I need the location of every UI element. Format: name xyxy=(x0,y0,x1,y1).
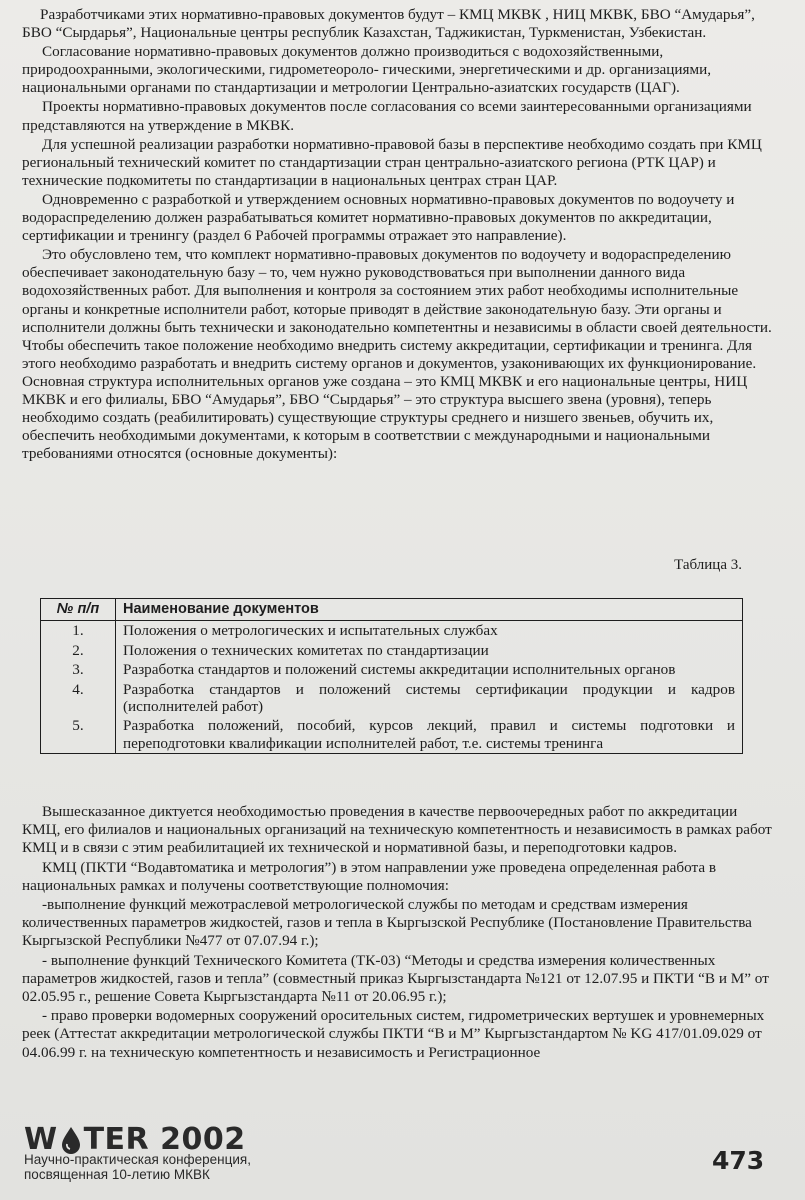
paragraph: Разработчиками этих нормативно-правовых документов будут – КМЦ МКВК , НИЦ МКВК, БВО “Амударья”, БВО “Сырдарья”, Национальные центры республик Казахстан, Таджикистан, Туркменистан, Узбекистан. xyxy=(22,6,755,42)
subtitle-line: Научно-практическая конференция, xyxy=(24,1152,251,1167)
subtitle-line: посвященная 10-летию МКВК xyxy=(24,1167,210,1182)
paragraph: Проекты нормативно-правовых документов после согласования со всеми заинтересованными организациями представляются на утверждение в МКВК. xyxy=(22,98,752,134)
water-drop-icon xyxy=(60,1126,82,1154)
row-document-name: Положения о метрологических и испытательных службах xyxy=(116,621,743,641)
body-text-top xyxy=(22,6,774,464)
documents-table xyxy=(40,598,743,754)
table-row xyxy=(41,680,743,717)
paragraph: -выполнение функций межотраслевой метрологической службы по методам и средствам измерения количественных параметров жидкостей, газов и тепла в Кыргызской Республике (Постановление Правительства Кыргызской Республики №477 от 07.07.94 г.); xyxy=(22,896,752,950)
table-row xyxy=(41,621,743,641)
row-document-name: Разработка стандартов и положений системы аккредитации исполнительных органов xyxy=(116,660,743,679)
paragraph: КМЦ (ПКТИ “Водавтоматика и метрология”) в этом направлении уже проведена определенная работа в национальных рамках и получены соответствующие полномочия: xyxy=(22,858,717,894)
paragraph: Это обусловлено тем, что комплект нормативно-правовых документов по водоучету и водораспределению обеспечивает законодательную базу – то, чем нужно руководствоваться при выполнении данного вида водохозяйственных работ. Для выполнения и контроля за состоянием этих работ необходимы исполнительные органы и конкретные исполнители работ, которые приводят в действие законодательную базу. Эти органы и исполнители должны быть технически и законодательно компетентны и независимы в области своей деятельности. Чтобы обеспечить такое положение необходимо внедрить систему аккредитации, сертификации и тренинга. Для этого необходимо разработать и внедрить систему органов и документов, узаконивающих их функционирование. Основная структура исполнительных органов уже создана – это КМЦ МКВК и его национальные центры, НИЦ МКВК и его филиалы, БВО “Амударья”, БВО “Сырдарья” – это структура высшего звена (уровня), теперь необходимо создать (реабилитировать) существующие структуры среднего и низшего звеньев, обучить их, обеспечить необходимыми документами, к которым в соответствии с международными и национальными требованиями относятся (основные документы): xyxy=(22,246,772,463)
row-number: 4. xyxy=(41,680,116,717)
logo-text: TER 2002 xyxy=(83,1122,246,1157)
table-row xyxy=(41,641,743,660)
paragraph: - право проверки водомерных сооружений оросительных систем, гидрометрических вертушек и уровнемерных реек (Аттестат аккредитации метрологической службы ПКТИ “В и М” Кыргызстандартом № KG 417/01.09.029 от 04.06.99 г. на техническую компетентность и независимость и Регистрационное xyxy=(22,1007,765,1061)
conference-subtitle xyxy=(24,1152,384,1182)
table-caption: Таблица 3. xyxy=(674,557,742,573)
row-document-name: Положения о технических комитетах по стандартизации xyxy=(116,641,743,660)
logo-letter-w: W xyxy=(24,1122,58,1157)
row-number: 5. xyxy=(41,716,116,753)
row-document-name: Разработка положений, пособий, курсов лекций, правил и системы подготовки и переподготовки квалификации исполнителей работ, т.е. системы тренинга xyxy=(116,716,743,753)
row-number: 1. xyxy=(41,621,116,641)
row-document-name: Разработка стандартов и положений системы сертификации продукции и кадров (исполнителей работ) xyxy=(116,680,743,717)
body-text-bottom xyxy=(22,803,774,1063)
paragraph: Одновременно с разработкой и утверждением основных нормативно-правовых документов по водоучету и водораспределению должен разрабатываться комитет нормативно-правовых документов по аккредитации, сертификации и тренингу (раздел 6 Рабочей программы отражает это направление). xyxy=(22,190,735,245)
table-row xyxy=(41,660,743,679)
table-header-row xyxy=(41,599,743,621)
page-number: 473 xyxy=(712,1146,765,1175)
table-row xyxy=(41,716,743,753)
row-number: 3. xyxy=(41,660,116,679)
row-number: 2. xyxy=(41,641,116,660)
paragraph: Вышесказанное диктуется необходимостью проведения в качестве первоочередных работ по аккредитации КМЦ, его филиалов и национальных организаций на техническую компетентность и независимость в рамках работ КМЦ и в связи с этим реабилитацией их технической и нормативной базы, и переподготовки кадров. xyxy=(22,803,772,857)
column-header-name: Наименование документов xyxy=(116,599,743,621)
paragraph: Для успешной реализации разработки нормативно-правовой базы в перспективе необходимо создать при КМЦ региональный технический комитет по стандартизации стран центрально-азиатского региона (РТК ЦАР) и технические подкомитеты по стандартизации в национальных центрах стран ЦАР. xyxy=(22,135,762,189)
column-header-number: № п/п xyxy=(41,599,116,621)
paragraph: Согласование нормативно-правовых документов должно производиться с водохозяйственными, природоохранными, экологическими, гидрометеороло- гическими, энергетическими и др. организациями, национальными органами по стандартизации и метрологии Центрально-азиатских государств (ЦАГ). xyxy=(22,43,712,97)
paragraph: - выполнение функций Технического Комитета (ТК-03) “Методы и средства измерения количественных параметров жидкостей, газов и тепла” (совместный приказ Кыргызстандарта №121 от 12.07.95 и ПКТИ “В и М” от 02.05.95 г., решение Совета Кыргызстандарта №11 от 20.06.95 г.); xyxy=(22,951,769,1006)
